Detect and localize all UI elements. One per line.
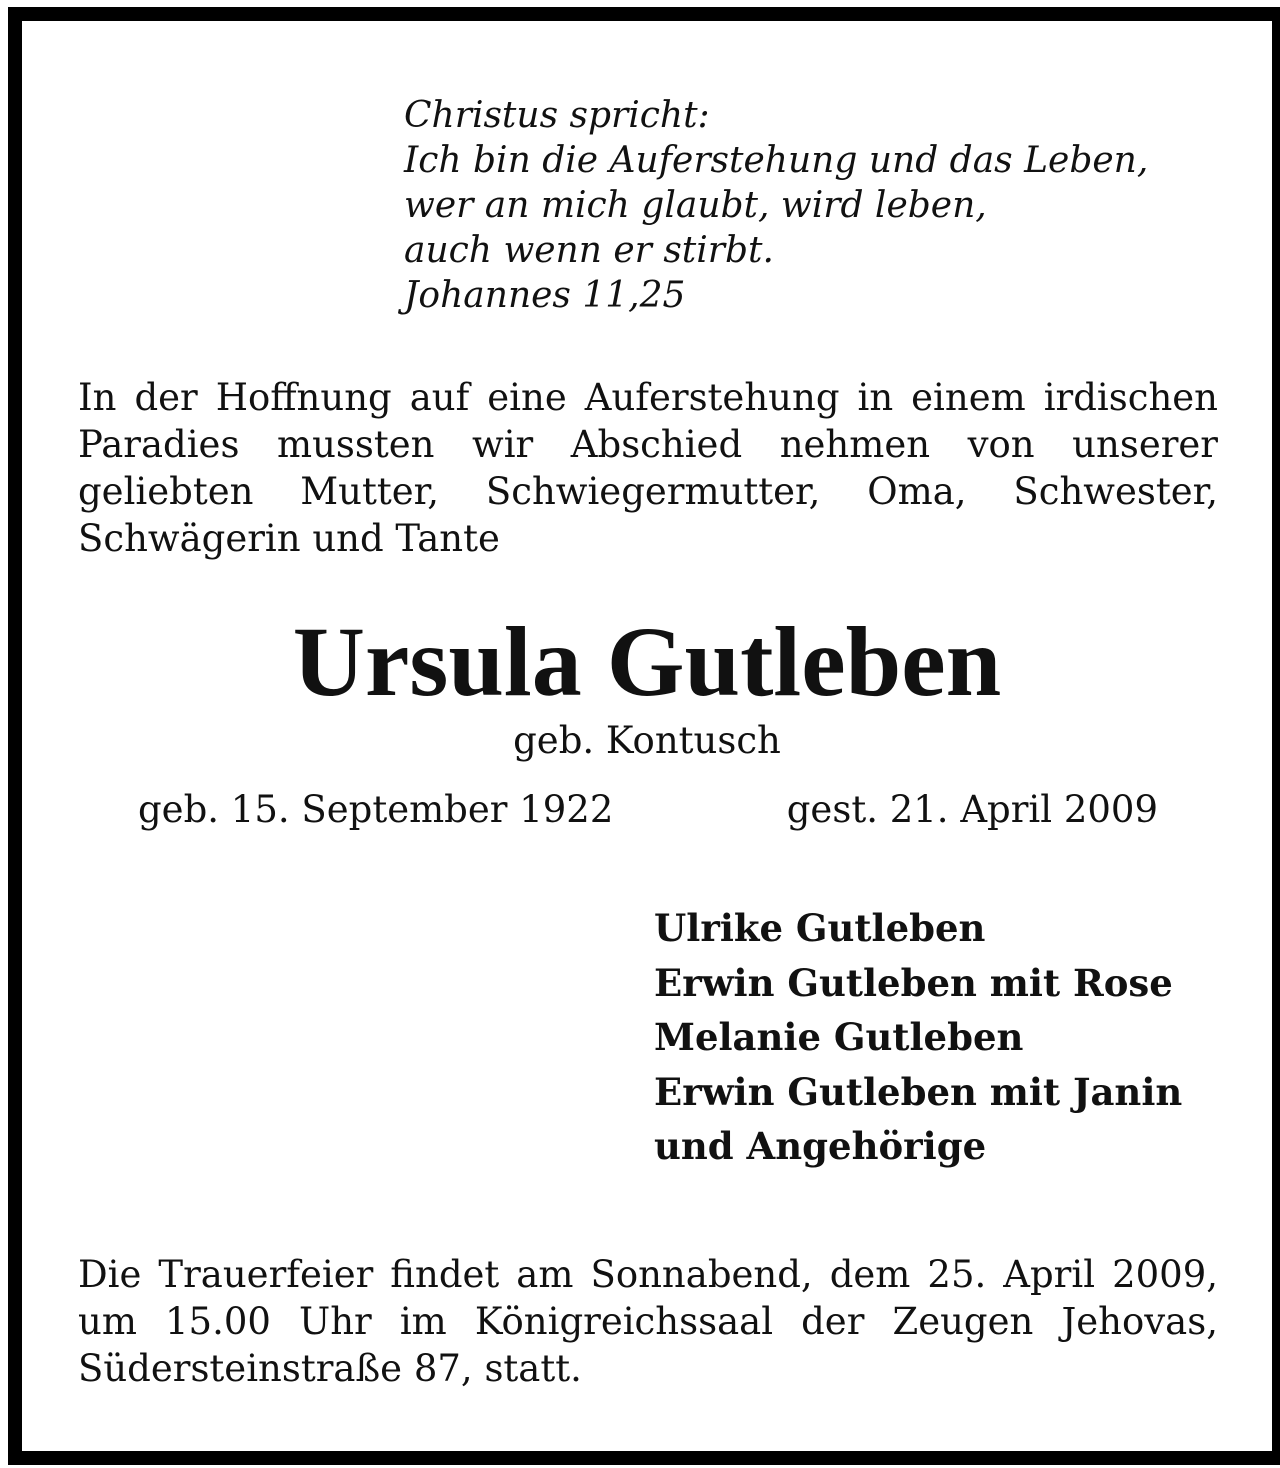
funeral-service-info: Die Trauerfeier findet am Sonnabend, dem 25. April 2009, um 15.00 Uhr im Königreichssaal der Zeugen Jehovas, Südersteinstraße 87, statt. xyxy=(78,1253,1218,1390)
mourner-name: Erwin Gutleben mit Janin xyxy=(654,1069,1183,1114)
mourner-name: Ulrike Gutleben xyxy=(654,906,986,950)
life-dates xyxy=(138,787,1158,833)
bible-verse xyxy=(404,93,1224,318)
obituary-notice xyxy=(8,7,1280,1465)
death-date: gest. 21. April 2009 xyxy=(786,788,1158,831)
maiden-name: geb. Kontusch xyxy=(513,719,781,762)
mourner-relatives: und Angehörige xyxy=(654,1124,987,1168)
verse-reference: Johannes 11,25 xyxy=(404,275,686,316)
mourners-list xyxy=(654,901,1224,1174)
deceased-name: Ursula Gutleben xyxy=(292,606,1002,717)
verse-line: wer an mich glaubt, wird leben, xyxy=(404,185,987,226)
verse-line: Ich bin die Auferstehung und das Leben, xyxy=(404,140,1149,181)
mourner-name: Melanie Gutleben xyxy=(654,1015,1024,1059)
verse-line: Christus spricht: xyxy=(404,95,710,136)
verse-line: auch wenn er stirbt. xyxy=(404,230,774,271)
intro-paragraph: In der Hoffnung auf eine Auferstehung in einem irdischen Paradies mussten wir Abschied nehmen von unserer geliebten Mutter, Schwiegermutter, Oma, Schwester, Schwägerin und Tante xyxy=(78,376,1218,560)
birth-date: geb. 15. September 1922 xyxy=(138,788,614,831)
mourner-name: Erwin Gutleben mit Rose xyxy=(654,960,1173,1005)
